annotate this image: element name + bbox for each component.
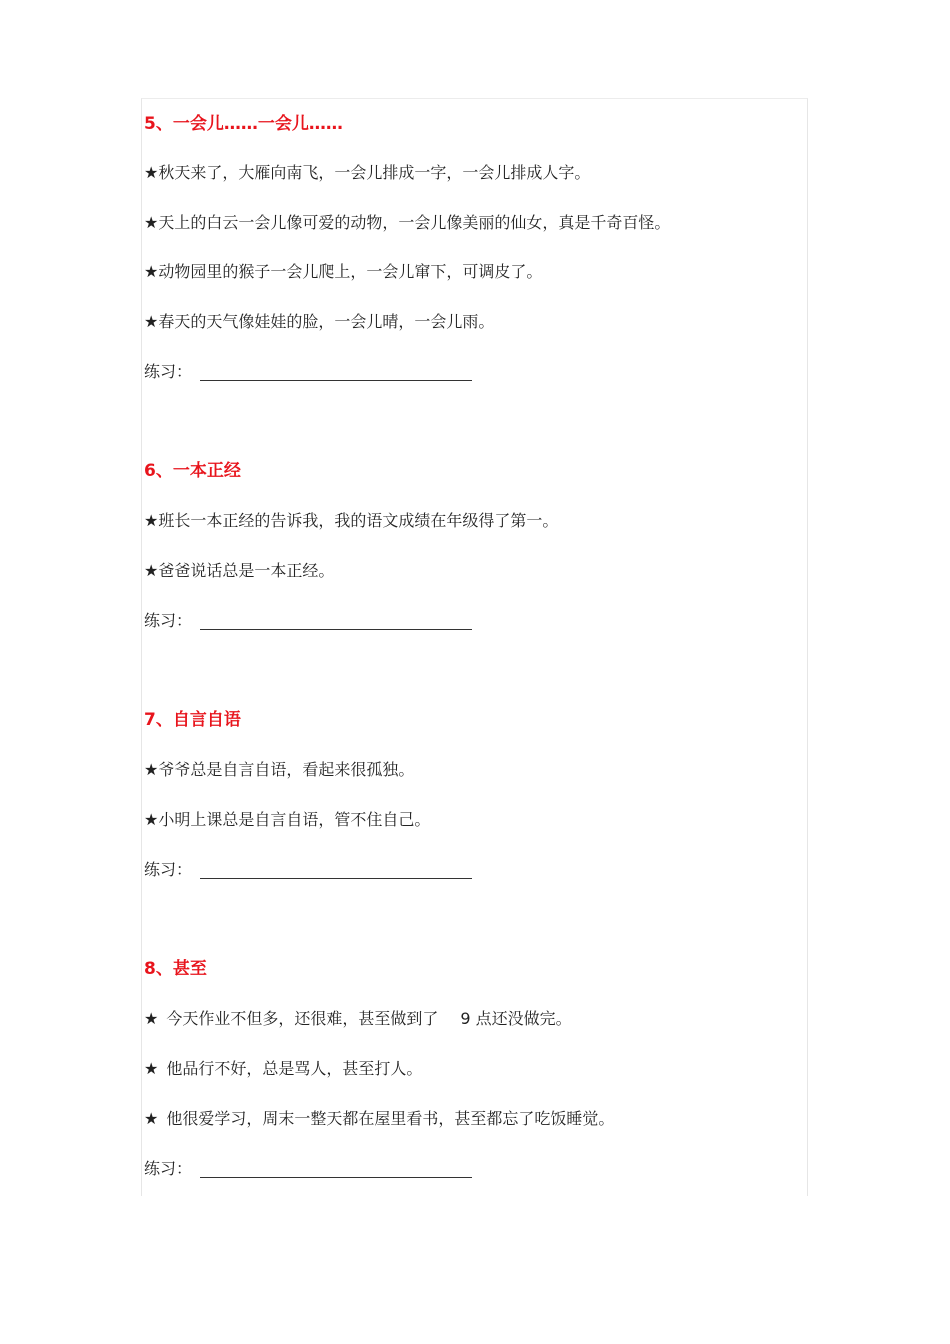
practice-label: 练习： (144, 1159, 193, 1178)
practice-line (144, 361, 472, 383)
section-heading: 6、一本正经 (144, 461, 241, 481)
example-sentence: ★动物园里的猴子一会儿爬上，一会儿窜下，可调皮了。 (144, 262, 543, 281)
example-text-cont: 9 点还没做完。 (460, 1009, 572, 1028)
star-bullet: ★ (144, 1009, 159, 1028)
practice-answer-blank[interactable] (200, 877, 472, 879)
example-text: 他品行不好，总是骂人，甚至打人。 (166, 1059, 423, 1078)
example-sentence (144, 1058, 422, 1080)
example-text: 今天作业不但多，还很难，甚至做到了 (166, 1009, 439, 1028)
example-sentence (144, 1108, 614, 1130)
practice-label: 练习： (144, 611, 193, 630)
example-sentence: ★春天的天气像娃娃的脸，一会儿晴，一会儿雨。 (144, 312, 495, 331)
example-sentence: ★班长一本正经的告诉我，我的语文成绩在年级得了第一。 (144, 511, 559, 530)
practice-line (144, 859, 472, 881)
practice-answer-blank[interactable] (200, 379, 472, 381)
example-sentence: ★秋天来了，大雁向南飞，一会儿排成一字，一会儿排成人字。 (144, 163, 591, 182)
practice-answer-blank[interactable] (200, 1176, 472, 1178)
star-bullet: ★ (144, 1109, 159, 1128)
example-text: 他很爱学习，周末一整天都在屋里看书，甚至都忘了吃饭睡觉。 (166, 1109, 615, 1128)
practice-label: 练习： (144, 362, 193, 381)
example-sentence: ★爷爷总是自言自语，看起来很孤独。 (144, 760, 415, 779)
practice-line (144, 1158, 472, 1180)
example-sentence: ★天上的白云一会儿像可爱的动物，一会儿像美丽的仙女，真是千奇百怪。 (144, 213, 671, 232)
practice-line (144, 610, 472, 632)
example-sentence: ★爸爸说话总是一本正经。 (144, 561, 335, 580)
section-heading: 5、一会儿……一会儿…… (144, 114, 343, 134)
section-heading: 8、甚至 (144, 959, 207, 979)
example-sentence (144, 1008, 572, 1030)
practice-answer-blank[interactable] (200, 628, 472, 630)
star-bullet: ★ (144, 1059, 159, 1078)
practice-label: 练习： (144, 860, 193, 879)
example-sentence: ★小明上课总是自言自语，管不住自己。 (144, 810, 431, 829)
section-heading: 7、自言自语 (144, 710, 241, 730)
